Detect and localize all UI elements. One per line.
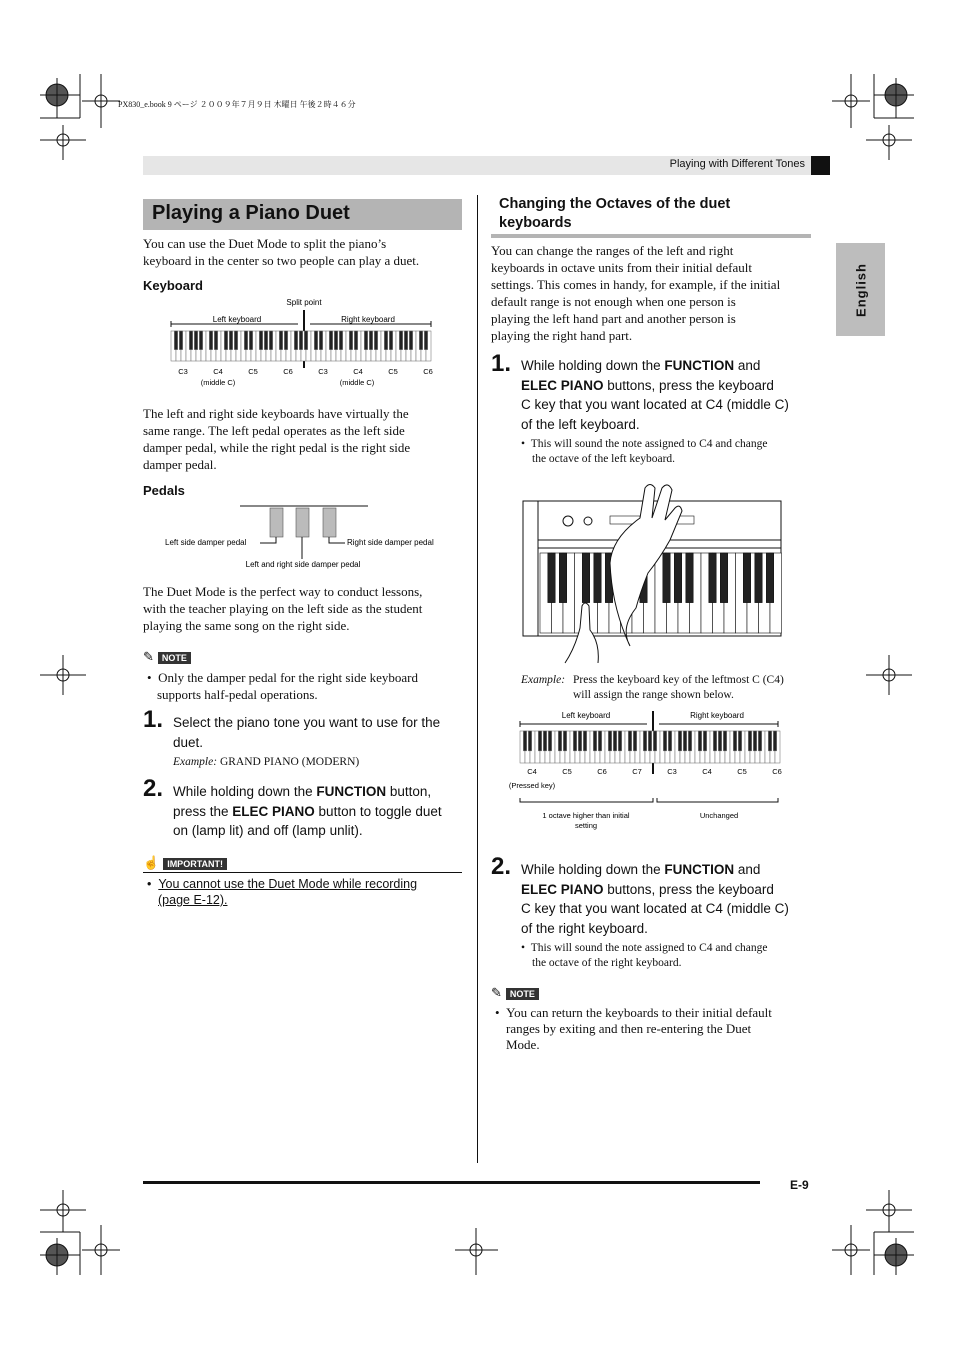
black-key	[523, 731, 526, 751]
range-paragraph: The left and right side keyboards have virtually the same range. The left pedal operates as the left side damper pedal, while the right pedal is the right side damper pedal.	[143, 406, 411, 472]
black-key	[593, 731, 596, 751]
heading-rule	[491, 234, 811, 238]
keyboard-heading: Keyboard	[143, 278, 203, 293]
black-key	[209, 331, 212, 350]
black-key	[269, 331, 272, 350]
black-key	[199, 331, 202, 350]
black-key	[179, 331, 182, 350]
black-key	[244, 331, 247, 350]
black-key	[628, 731, 631, 751]
black-key	[653, 731, 656, 751]
left-pedal-label: Left side damper pedal	[165, 538, 247, 547]
black-key	[709, 553, 716, 603]
black-key	[354, 331, 357, 350]
octave-higher-label: 1 octave higher than initial	[542, 811, 630, 820]
black-key	[364, 331, 367, 350]
note-label: C5	[737, 767, 747, 776]
note-label: C6	[772, 767, 782, 776]
left-keyboard-label: Left keyboard	[561, 711, 611, 720]
middle-c-label: (middle C)	[339, 378, 375, 387]
page-title: Playing a Piano Duet	[143, 199, 462, 230]
black-key	[279, 331, 282, 350]
black-key	[528, 731, 531, 751]
note-badge: ✎ NOTE	[491, 984, 539, 1002]
page-number: E-9	[790, 1178, 809, 1192]
black-key	[294, 331, 297, 350]
black-key	[663, 553, 670, 603]
black-key	[264, 331, 267, 350]
header-block	[811, 156, 830, 175]
black-key	[229, 331, 232, 350]
note-label: C4	[702, 767, 712, 776]
black-key	[578, 731, 581, 751]
black-key	[743, 553, 750, 603]
note-label: C4	[213, 367, 223, 376]
black-key	[663, 731, 666, 751]
note-label: C5	[388, 367, 398, 376]
note-label: C3	[667, 767, 677, 776]
piano-illustration	[520, 478, 785, 666]
right-keyboard-label: Right keyboard	[690, 711, 744, 720]
black-key	[713, 731, 716, 751]
step-2-text: While holding down the FUNCTION and ELEC PIANO buttons, press the keyboard C key that you want located at C4 (middle C) of the right keyboard.	[521, 862, 789, 936]
step-number: 1.	[491, 350, 512, 377]
black-key	[633, 731, 636, 751]
black-key	[738, 731, 741, 751]
black-key	[234, 331, 237, 350]
black-key	[748, 731, 751, 751]
black-key	[538, 731, 541, 751]
pedal-diagram	[160, 503, 460, 573]
note-label: C5	[562, 767, 572, 776]
black-key	[174, 331, 177, 350]
black-key	[768, 731, 771, 751]
note-label: C3	[318, 367, 328, 376]
step-number: 2.	[491, 853, 512, 880]
footer-rule	[143, 1181, 760, 1184]
step-1-example: Example: GRAND PIANO (MODERN)	[173, 756, 360, 768]
black-key	[214, 331, 217, 350]
black-key	[558, 731, 561, 751]
black-key	[613, 731, 616, 751]
black-key	[668, 731, 671, 751]
black-key	[582, 553, 589, 603]
example-text: Example: Press the keyboard key of the leftmost C (C4) will assign the range shown below.	[521, 674, 784, 701]
note-label: C4	[527, 767, 537, 776]
note-label: C6	[423, 367, 433, 376]
black-key	[224, 331, 227, 350]
right-pedal	[323, 508, 336, 537]
black-key	[374, 331, 377, 350]
black-key	[773, 731, 776, 751]
black-key	[678, 731, 681, 751]
black-key	[409, 331, 412, 350]
note-label: C3	[178, 367, 188, 376]
black-key	[608, 731, 611, 751]
column-divider	[477, 195, 478, 1163]
black-key	[594, 553, 601, 603]
center-pedal-label: Left and right side damper pedal	[245, 560, 361, 569]
pencil-icon: ✎	[143, 649, 154, 664]
black-key	[753, 731, 756, 751]
right-keyboard-label: Right keyboard	[341, 315, 395, 324]
black-key	[189, 331, 192, 350]
octave-higher-label: setting	[574, 821, 598, 830]
pencil-icon: ✎	[491, 985, 502, 1000]
black-key	[755, 553, 762, 603]
keys	[520, 731, 780, 763]
black-key	[720, 553, 727, 603]
center-pedal	[296, 508, 309, 537]
black-key	[384, 331, 387, 350]
black-key	[559, 553, 566, 603]
black-key	[329, 331, 332, 350]
black-key	[314, 331, 317, 350]
black-key	[674, 553, 681, 603]
pressed-key-label: (Pressed key)	[508, 781, 556, 790]
left-keyboard-label: Left keyboard	[212, 315, 262, 324]
section-header: Playing with Different Tones	[669, 158, 805, 170]
black-key	[399, 331, 402, 350]
black-key	[733, 731, 736, 751]
black-key	[339, 331, 342, 350]
step-number: 2.	[143, 775, 164, 802]
black-key	[404, 331, 407, 350]
keys	[171, 331, 431, 361]
black-key	[648, 731, 651, 751]
step-number: 1.	[143, 706, 164, 733]
black-key	[688, 731, 691, 751]
split-point-label: Split point	[286, 298, 322, 307]
black-key	[683, 731, 686, 751]
keyboard-range-diagram	[503, 706, 788, 834]
black-key	[304, 331, 307, 350]
black-key	[718, 731, 721, 751]
intro-paragraph: You can use the Duet Mode to split the piano’s keyboard in the center so two people can play a duet.	[143, 236, 420, 268]
black-key	[419, 331, 422, 350]
unchanged-label: Unchanged	[699, 811, 739, 820]
note-text: • Only the damper pedal for the right side keyboard supports half-pedal operations.	[147, 670, 418, 702]
lesson-paragraph: The Duet Mode is the perfect way to conduct lessons, with the teacher playing on the left side as the student playing the same song on the right side.	[143, 584, 423, 633]
black-key	[249, 331, 252, 350]
black-key	[424, 331, 427, 350]
step-1-text: Select the piano tone you want to use for the duet.	[173, 715, 441, 750]
step-1-bullet: • This will sound the note assigned to C4 and change the octave of the left keyboard.	[521, 438, 768, 465]
black-key	[369, 331, 372, 350]
important-badge: ☝ IMPORTANT!	[143, 854, 462, 872]
black-key	[723, 731, 726, 751]
step-2-text: While holding down the FUNCTION button, press the ELEC PIANO button to toggle duet on (lamp lit) and off (lamp unlit).	[173, 784, 442, 838]
black-key	[766, 553, 773, 603]
pedals-heading: Pedals	[143, 483, 185, 498]
note-label: C4	[353, 367, 363, 376]
right-pedal-label: Right side damper pedal	[347, 538, 434, 547]
black-key	[618, 731, 621, 751]
note-badge: ✎ NOTE	[143, 648, 191, 666]
black-key	[194, 331, 197, 350]
black-key	[703, 731, 706, 751]
important-text: • You cannot use the Duet Mode while recording (page E-12).	[147, 877, 418, 907]
note-label: C6	[597, 767, 607, 776]
language-tab: English	[836, 243, 885, 336]
left-pedal	[270, 508, 283, 537]
black-key	[284, 331, 287, 350]
keyboard-diagram	[168, 296, 438, 391]
middle-c-label: (middle C)	[200, 378, 236, 387]
step-2-bullet: • This will sound the note assigned to C4 and change the octave of the right keyboard.	[521, 942, 768, 969]
black-key	[598, 731, 601, 751]
hand-icon: ☝	[143, 855, 160, 870]
black-key	[548, 731, 551, 751]
step-1-text: While holding down the FUNCTION and ELEC PIANO buttons, press the keyboard C key that you want located at C4 (middle C) of the left keyboard.	[521, 358, 789, 432]
note-label: C7	[632, 767, 642, 776]
print-info: PX830_e.book 9 ページ ２００９年７月９日 木曜日 午後２時４６分	[118, 100, 356, 109]
black-key	[389, 331, 392, 350]
black-key	[299, 331, 302, 350]
black-key	[319, 331, 322, 350]
black-key	[349, 331, 352, 350]
section-heading: Changing the Octaves of the duet keyboards	[499, 196, 731, 231]
black-key	[548, 553, 555, 603]
black-key	[543, 731, 546, 751]
piano-keys	[540, 553, 782, 633]
black-key	[698, 731, 701, 751]
black-key	[758, 731, 761, 751]
black-key	[686, 553, 693, 603]
black-key	[334, 331, 337, 350]
black-key	[259, 331, 262, 350]
black-key	[563, 731, 566, 751]
note-text: • You can return the keyboards to their initial default ranges by exiting and then re-entering the Duet Mode.	[495, 1005, 772, 1052]
octave-intro: You can change the ranges of the left and right keyboards in octave units from their initial default settings. This comes in handy, for example, if the initial default range is not enough when one person is playing the left hand part and another person is playing the right hand part.	[491, 243, 781, 343]
black-key	[573, 731, 576, 751]
note-label: C5	[248, 367, 258, 376]
black-key	[643, 731, 646, 751]
note-label: C6	[283, 367, 293, 376]
black-key	[583, 731, 586, 751]
